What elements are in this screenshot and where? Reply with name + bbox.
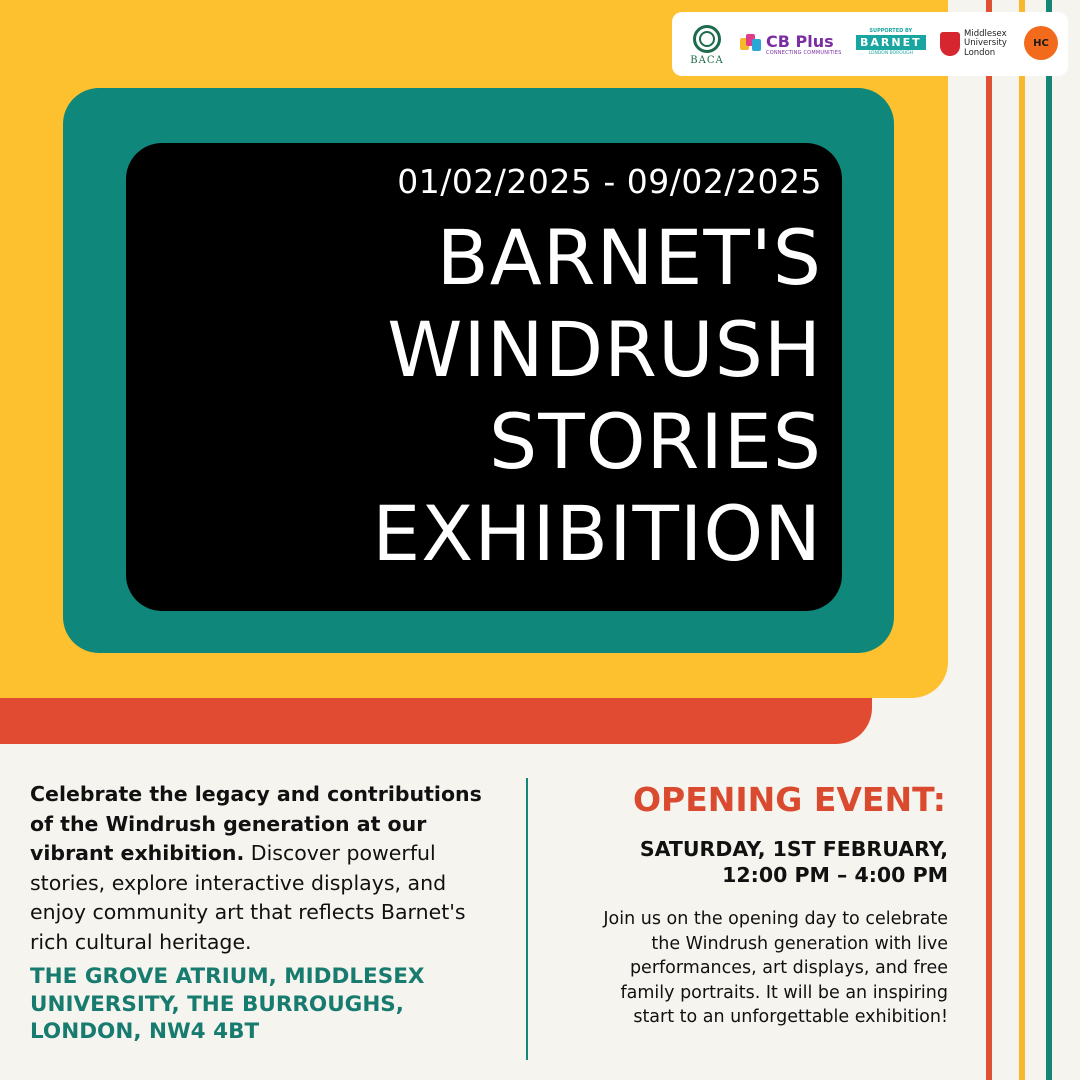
- event-date-line: SATURDAY, 1ST FEBRUARY,: [639, 837, 948, 861]
- cbplus-logo-tagline: CONNECTING COMMUNITIES: [766, 49, 842, 56]
- middlesex-logo-line: Middlesex: [964, 28, 1007, 39]
- cbplus-mark-icon: [740, 34, 762, 54]
- decorative-stripe-red: [986, 0, 992, 1080]
- event-desc-line: performances, art displays, and free: [629, 958, 948, 978]
- barnet-logo-name: BARNET: [856, 35, 926, 50]
- event-desc-line: Join us on the opening day to celebrate: [603, 909, 948, 929]
- baca-logo: [686, 20, 728, 70]
- event-desc-line: start to an unforgettable exhibition!: [633, 1007, 948, 1027]
- barnet-supported-label: SUPPORTED BY: [869, 28, 913, 34]
- title-line: STORIES: [489, 397, 822, 486]
- decorative-stripe-yellow: [1019, 0, 1025, 1080]
- barnet-logo: [856, 28, 926, 56]
- middlesex-logo: [940, 28, 1007, 60]
- event-desc-line: family portraits. It will be an inspiring: [620, 982, 948, 1003]
- sponsor-logo-bar: [672, 12, 1068, 76]
- cbplus-logo-name: CB Plus: [766, 31, 834, 51]
- opening-event-datetime: [640, 836, 948, 888]
- intro-text: Discover powerful stories, explore interactive displays, and enjoy community art that reflects Barnet's rich cultural heritage.: [30, 841, 466, 954]
- cbplus-logo: [740, 30, 841, 58]
- title-line: EXHIBITION: [372, 489, 822, 578]
- title-line: BARNET'S: [436, 213, 822, 302]
- middlesex-shield-icon: [940, 32, 960, 56]
- event-desc-line: the Windrush generation with live: [651, 933, 948, 954]
- address-line: THE GROVE ATRIUM, MIDDLESEX: [30, 964, 425, 989]
- intro-bold-text: Celebrate the legacy and contributions of the Windrush generation at our vibrant exhibition.: [30, 782, 482, 865]
- opening-event-description: [528, 907, 948, 1030]
- baca-emblem-icon: [693, 25, 721, 53]
- address-line: LONDON, NW4 4BT: [30, 1019, 260, 1044]
- middlesex-logo-line: University: [964, 38, 1007, 49]
- opening-event-heading: OPENING EVENT:: [632, 780, 946, 819]
- venue-address: [30, 963, 500, 1046]
- exhibition-title: [372, 212, 822, 580]
- barnet-logo-sub: LONDON BOROUGH: [868, 51, 914, 56]
- intro-paragraph: [30, 780, 500, 957]
- exhibition-dates: 01/02/2025 - 09/02/2025: [397, 162, 822, 201]
- middlesex-logo-line: London: [964, 47, 996, 58]
- decorative-stripe-teal: [1046, 0, 1052, 1080]
- baca-logo-text: BACA: [690, 54, 724, 66]
- address-line: UNIVERSITY, THE BURROUGHS,: [30, 991, 404, 1017]
- title-line: WINDRUSH: [387, 305, 822, 394]
- event-time-line: 12:00 PM – 4:00 PM: [722, 863, 948, 887]
- hc-logo: HC: [1024, 26, 1058, 60]
